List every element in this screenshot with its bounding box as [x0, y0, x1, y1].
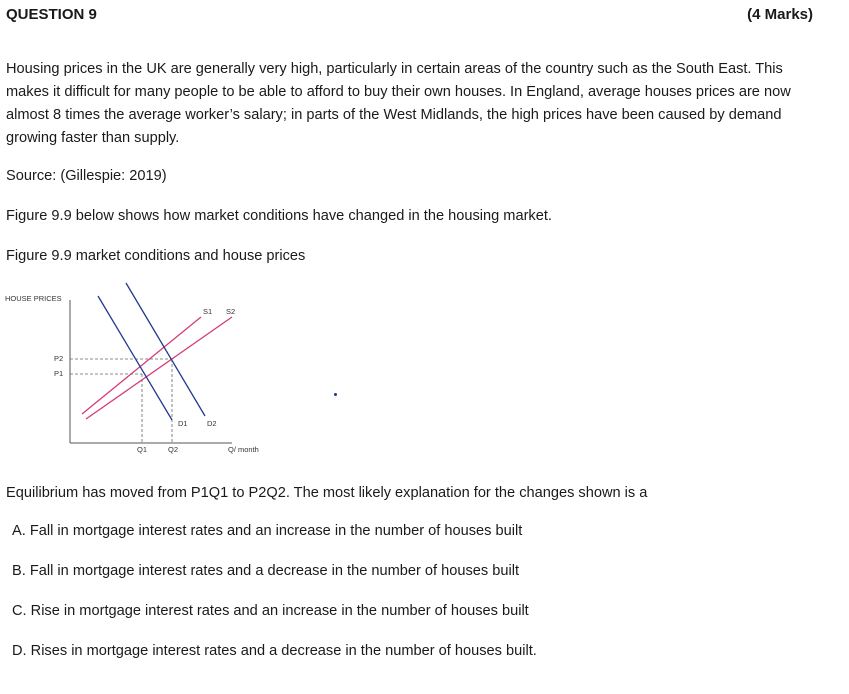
source-citation: Source: (Gillespie: 2019): [6, 168, 167, 184]
s2-label: S2: [226, 307, 236, 316]
s1-label: S1: [203, 307, 213, 316]
option-b[interactable]: B. Fall in mortgage interest rates and a decrease in the number of houses built: [12, 563, 520, 579]
p1-label: P1: [54, 369, 64, 378]
supply-curve-s1: [82, 317, 201, 414]
figure-title: Figure 9.9 market conditions and house prices: [6, 248, 306, 264]
figure-description: Figure 9.9 below shows how market conditions have changed in the housing market.: [6, 208, 552, 224]
p2-label: P2: [54, 354, 64, 363]
y-axis-label: HOUSE PRICES: [5, 294, 62, 303]
d2-label: D2: [207, 419, 217, 428]
question-title: QUESTION 9: [6, 6, 97, 23]
question-marks: (4 Marks): [747, 6, 813, 23]
q2-label: Q2: [168, 445, 179, 454]
d1-label: D1: [178, 419, 188, 428]
intro-paragraph: Housing prices in the UK are generally very high, particularly in certain areas of the country such as the South East. This makes it difficult for many people to be able to afford to buy their own houses. In England, average houses prices are now almost 8 times the average worker’s salary; in parts of the West Midlands, the high prices have been caused by demand growing faster than supply.: [6, 61, 791, 146]
option-c[interactable]: C. Rise in mortgage interest rates and an increase in the number of houses built: [12, 603, 529, 619]
supply-curve-s2: [86, 317, 232, 419]
q1-label: Q1: [137, 445, 148, 454]
x-axis-label: Q/ month: [228, 445, 259, 454]
option-d[interactable]: D. Rises in mortgage interest rates and a decrease in the number of houses built.: [12, 643, 537, 659]
demand-curve-d1: [98, 296, 172, 420]
stray-dot: [334, 393, 337, 396]
supply-demand-diagram: [0, 280, 300, 460]
demand-curve-d2: [126, 283, 205, 416]
question-prompt: Equilibrium has moved from P1Q1 to P2Q2. The most likely explanation for the changes shown is a: [6, 485, 648, 501]
option-a[interactable]: A. Fall in mortgage interest rates and an increase in the number of houses built: [12, 523, 523, 539]
